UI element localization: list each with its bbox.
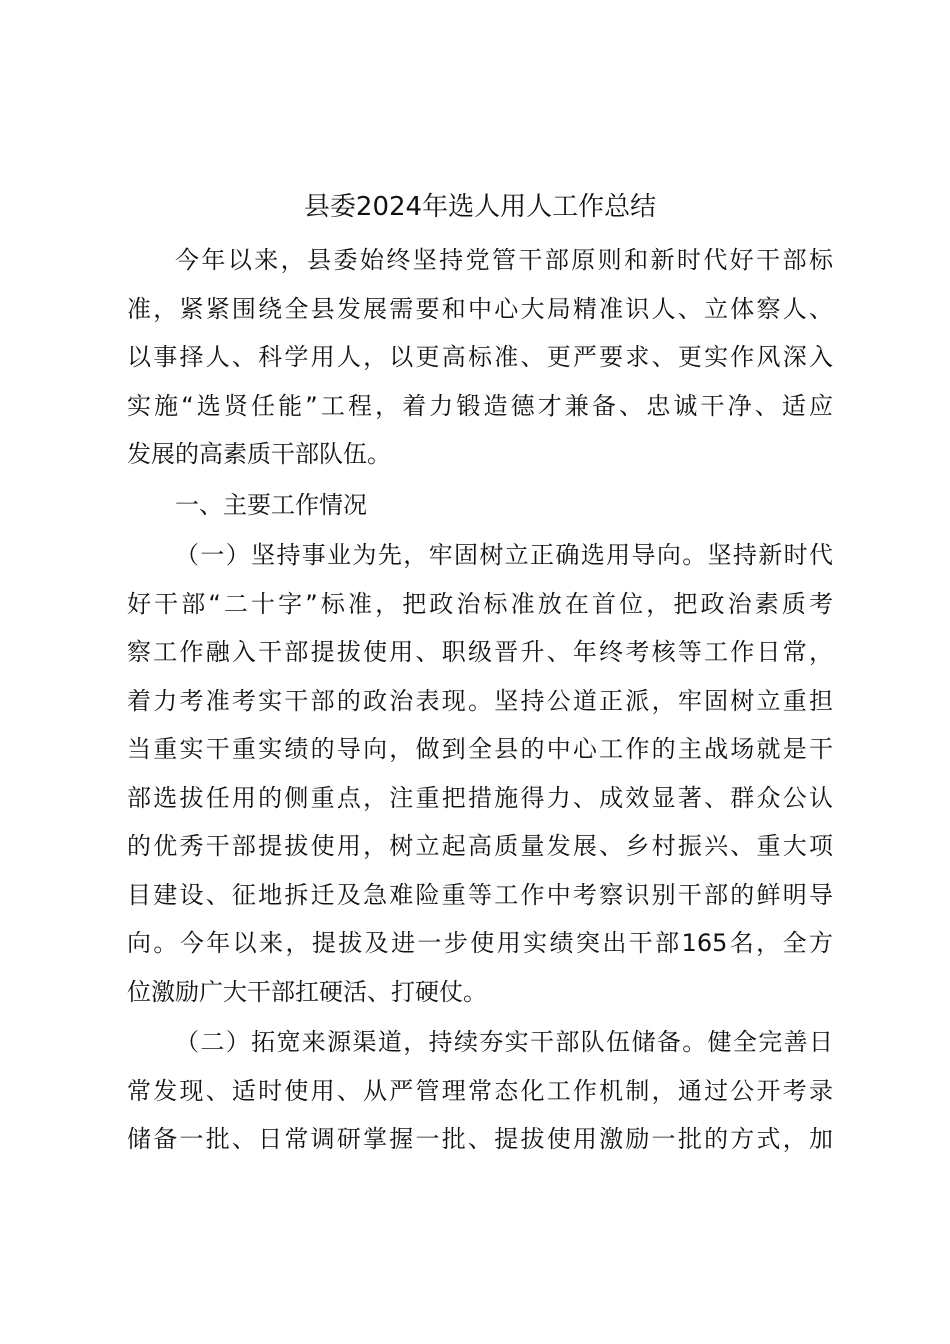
document-page <box>127 188 833 1164</box>
paragraph-line: 目建设、征地拆迁及急难险重等工作中考察识别干部的鲜明导 <box>127 880 833 909</box>
paragraph-line: 当重实干重实绩的导向，做到全县的中心工作的主战场就是干 <box>127 735 833 763</box>
paragraph-section-1 <box>127 531 833 1016</box>
paragraph-line: （二）拓宽来源渠道，持续夯实干部队伍储备。健全完善日 <box>175 1028 833 1056</box>
section-heading-main-work <box>127 481 833 530</box>
document-title: 县委2024年选人用人工作总结 <box>303 192 657 222</box>
paragraph-line: 储备一批、日常调研掌握一批、提拔使用激励一批的方式，加 <box>127 1125 833 1153</box>
paragraph-section-2 <box>127 1018 833 1164</box>
paragraph-line: 准，紧紧围绕全县发展需要和中心大局精准识人、立体察人、 <box>127 294 833 323</box>
paragraph-line: 以事择人、科学用人，以更高标准、更严要求、更实作风深入 <box>127 343 833 371</box>
paragraph-line: 位激励广大干部扛硬活、打硬仗。 <box>127 977 487 1006</box>
title-spacer <box>127 226 833 236</box>
paragraph-line: 着力考准考实干部的政治表现。坚持公道正派，牢固树立重担 <box>127 686 833 715</box>
paragraph-line: 部选拔任用的侧重点，注重把措施得力、成效显著、群众公认 <box>127 783 833 812</box>
paragraph-line: 今年以来，县委始终坚持党管干部原则和新时代好干部标 <box>175 246 833 274</box>
paragraph-line: 向。今年以来，提拔及进一步使用实绩突出干部165名，全方 <box>127 929 833 957</box>
paragraph-line: 好干部“二十字”标准，把政治标准放在首位，把政治素质考 <box>127 589 833 618</box>
paragraph-line: 实施“选贤任能”工程，着力锻造德才兼备、忠诚干净、适应 <box>127 391 833 420</box>
paragraph-line: 发展的高素质干部队伍。 <box>127 440 391 468</box>
paragraph-intro <box>127 236 833 479</box>
paragraph-line: 察工作融入干部提拔使用、职级晋升、年终考核等工作日常， <box>127 638 833 666</box>
paragraph-line: （一）坚持事业为先，牢固树立正确选用导向。坚持新时代 <box>175 541 833 569</box>
heading-line: 一、主要工作情况 <box>175 490 367 519</box>
paragraph-line: 的优秀干部提拔使用，树立起高质量发展、乡村振兴、重大项 <box>127 832 833 860</box>
paragraph-line: 常发现、适时使用、从严管理常态化工作机制，通过公开考录 <box>127 1076 833 1105</box>
